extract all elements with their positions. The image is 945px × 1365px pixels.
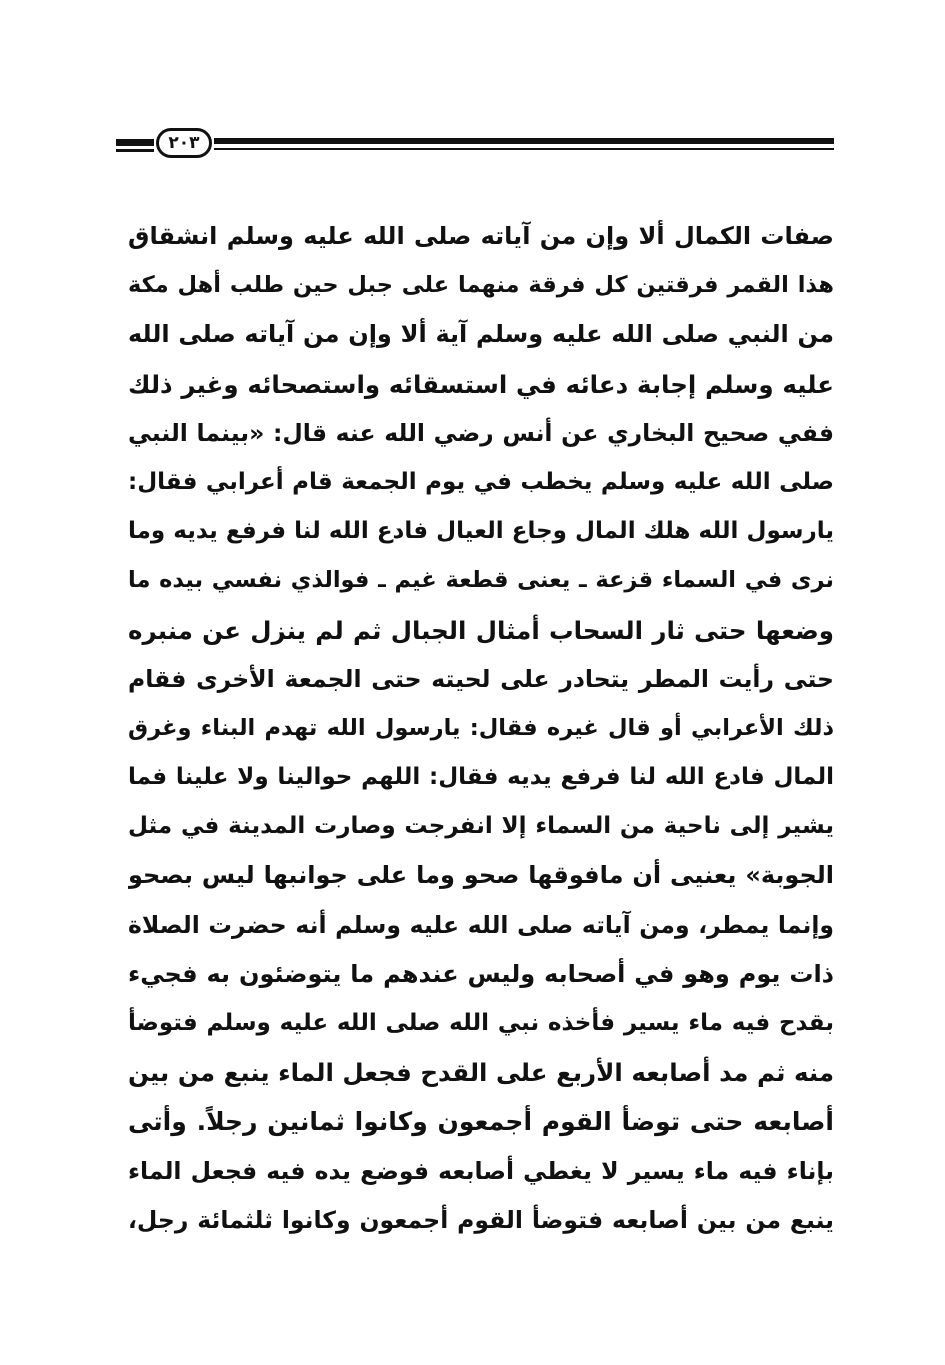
text-line: بإناء فيه ماء يسير لا يغطي أصابعه فوضع يده فيه فجعل الماء bbox=[128, 1156, 834, 1185]
text-line: هذا القمر فرقتين كل فرقة منهما على جبل حين طلب أهل مكة bbox=[128, 272, 834, 299]
text-line: منه ثم مد أصابعه الأربع على القدح فجعل الماء ينبع من بين bbox=[128, 1058, 834, 1088]
header-rule-right-thin bbox=[214, 148, 834, 150]
text-line: يارسول الله هلك المال وجاع العيال فادع الله لنا فرفع يديه وما bbox=[128, 518, 834, 545]
page-header-rule bbox=[116, 128, 834, 168]
text-line: وإنما يمطر، ومن آياته صلى الله عليه وسلم أنه حضرت الصلاة bbox=[128, 910, 834, 939]
text-line: بقدح فيه ماء يسير فأخذه نبي الله صلى الله عليه وسلم فتوضأ bbox=[128, 1010, 834, 1036]
text-line: صفات الكمال ألا وإن من آياته صلى الله عليه وسلم انشقاق bbox=[128, 222, 834, 250]
text-line: الجوبة» يعنيى أن مافوقها صحو وما على جوانبها ليس بصحو bbox=[128, 861, 834, 890]
text-line: المال فادع الله لنا فرفع يديه فقال: اللهم حوالينا ولا علينا فما bbox=[128, 764, 834, 791]
header-rule-right-thick bbox=[214, 138, 834, 144]
text-line: نرى في السماء قزعة ـ يعنى قطعة غيم ـ فوالذي نفسي بيده ما bbox=[128, 567, 834, 594]
text-line: حتى رأيت المطر يتحادر على لحيته حتى الجمعة الأخرى فقام bbox=[128, 664, 834, 693]
header-rule-left-thin bbox=[116, 149, 154, 152]
text-line: ينبع من بين أصابعه فتوضأ القوم أجمعون وكانوا ثلثمائة رجل، bbox=[128, 1205, 834, 1234]
text-line: عليه وسلم إجابة دعائه في استسقائه واستصحائه وغير ذلك bbox=[128, 369, 834, 399]
text-line: أصابعه حتى توضأ القوم أجمعون وكانوا ثمانين رجلاً. وأتى bbox=[128, 1107, 834, 1137]
header-rule-left-thick bbox=[116, 139, 154, 146]
text-line: ذات يوم وهو في أصحابه وليس عندهم ما يتوضئون به فجيء bbox=[128, 959, 834, 988]
text-line: صلى الله عليه وسلم يخطب في يوم الجمعة قام أعرابي فقال: bbox=[128, 468, 834, 495]
text-line: من النبي صلى الله عليه وسلم آية ألا وإن من آياته صلى الله bbox=[128, 320, 834, 349]
page-number: ٢٠٣ bbox=[156, 128, 212, 158]
text-line: يشير إلى ناحية من السماء إلا انفرجت وصارت المدينة في مثل bbox=[128, 813, 834, 840]
text-line: ذلك الأعرابي أو قال غيره فقال: يارسول الله تهدم البناء وغرق bbox=[128, 714, 834, 741]
text-line: وضعها حتى ثار السحاب أمثال الجبال ثم لم ينزل عن منبره bbox=[128, 615, 834, 645]
body-text bbox=[128, 212, 834, 1245]
text-line: ففي صحيح البخاري عن أنس رضي الله عنه قال: «بينما النبي bbox=[128, 418, 834, 447]
